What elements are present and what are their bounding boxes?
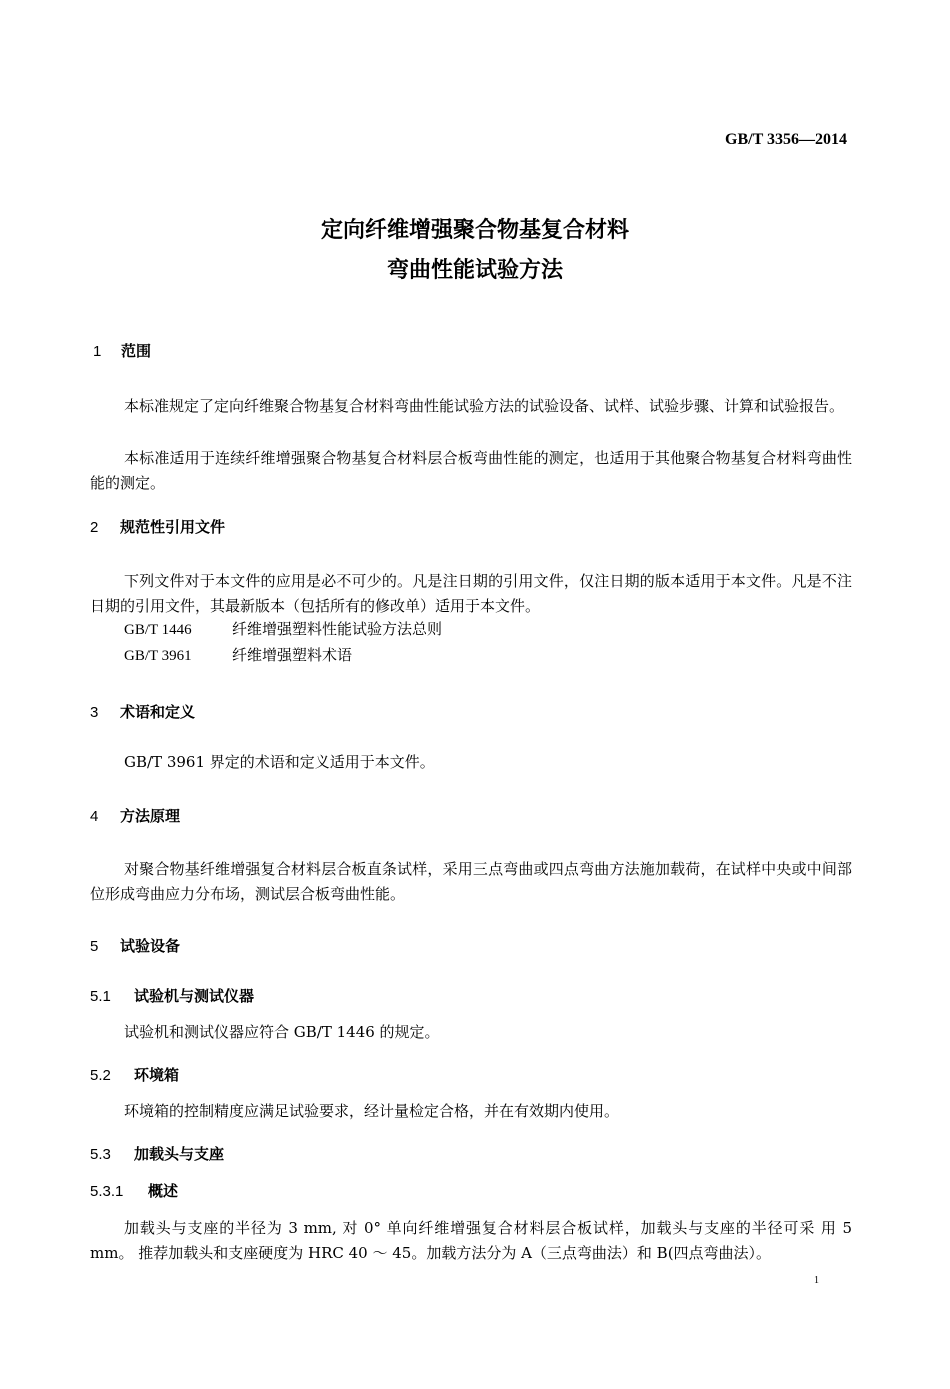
section-number: 4	[90, 808, 99, 825]
section-5-3-1-paragraph: 加载头与支座的半径为 3 mm, 对 0° 单向纤维增强复合材料层合板试样，加载头与支座的半径可采 用 5 mm。 推荐加载头和支座硬度为 HRC 40 ～ 45。加载方法分为 A（三点弯曲法）和 B(四点弯曲法）。	[90, 1219, 852, 1262]
section-number: 5.3	[90, 1146, 111, 1163]
section-title: 加载头与支座	[134, 1145, 225, 1163]
section-title: 环境箱	[134, 1066, 180, 1084]
document-title-line2: 弯曲性能试验方法	[386, 258, 563, 283]
section-3-heading	[90, 701, 195, 722]
section-1-paragraph-1: 本标准规定了定向纤维聚合物基复合材料弯曲性能试验方法的试验设备、试样、试验步骤、计算和试验报告。	[124, 397, 845, 415]
section-number: 5.3.1	[90, 1183, 124, 1200]
section-5-2-heading	[90, 1064, 179, 1085]
reference-code: GB/T 1446	[124, 622, 192, 638]
reference-name: 纤维增强塑料性能试验方法总则	[232, 620, 443, 638]
section-title: 方法原理	[120, 807, 181, 825]
section-title: 范围	[121, 342, 152, 360]
section-number: 5.2	[90, 1067, 111, 1084]
standard-code: GB/T 3356—2014	[725, 131, 847, 148]
section-number: 5.1	[90, 988, 111, 1005]
section-5-1-heading	[90, 985, 254, 1006]
section-4-paragraph-1: 对聚合物基纤维增强复合材料层合板直条试样，采用三点弯曲或四点弯曲方法施加载荷，在试样中央或中间部位形成弯曲应力分布场，测试层合板弯曲性能。	[90, 860, 852, 903]
section-title: 试验设备	[120, 937, 181, 955]
section-3-paragraph-1: GB/T 3961 界定的术语和定义适用于本文件。	[124, 753, 435, 771]
section-2-paragraph-1: 下列文件对于本文件的应用是必不可少的。凡是注日期的引用文件，仅注日期的版本适用于本文件。凡是不注日期的引用文件，其最新版本（包括所有的修改单）适用于本文件。	[90, 572, 852, 615]
section-5-heading	[90, 935, 180, 956]
reference-name: 纤维增强塑料术语	[232, 646, 353, 664]
section-number: 5	[90, 938, 99, 955]
document-title-line1: 定向纤维增强聚合物基复合材料	[320, 218, 629, 243]
section-5-3-1-heading	[90, 1180, 178, 1201]
section-title: 术语和定义	[120, 703, 196, 721]
reference-code: GB/T 3961	[124, 648, 192, 664]
section-number: 2	[90, 519, 99, 536]
section-number: 3	[90, 704, 99, 721]
section-1-paragraph-2: 本标准适用于连续纤维增强聚合物基复合材料层合板弯曲性能的测定，也适用于其他聚合物基复合材料弯曲性能的测定。	[90, 449, 852, 492]
section-title: 规范性引用文件	[120, 518, 226, 536]
section-5-3-heading	[90, 1143, 224, 1164]
section-5-1-paragraph: 试验机和测试仪器应符合 GB/T 1446 的规定。	[124, 1023, 440, 1041]
normative-reference-2	[124, 643, 352, 669]
section-4-heading	[90, 805, 180, 826]
section-5-2-paragraph: 环境箱的控制精度应满足试验要求，经计量检定合格，并在有效期内使用。	[124, 1102, 620, 1120]
section-2-heading	[90, 516, 225, 537]
section-1-heading	[93, 340, 151, 361]
page-number: 1	[814, 1275, 819, 1286]
section-title: 试验机与测试仪器	[134, 987, 255, 1005]
section-title: 概述	[148, 1182, 179, 1200]
section-number: 1	[93, 343, 102, 360]
normative-reference-1	[124, 617, 442, 643]
